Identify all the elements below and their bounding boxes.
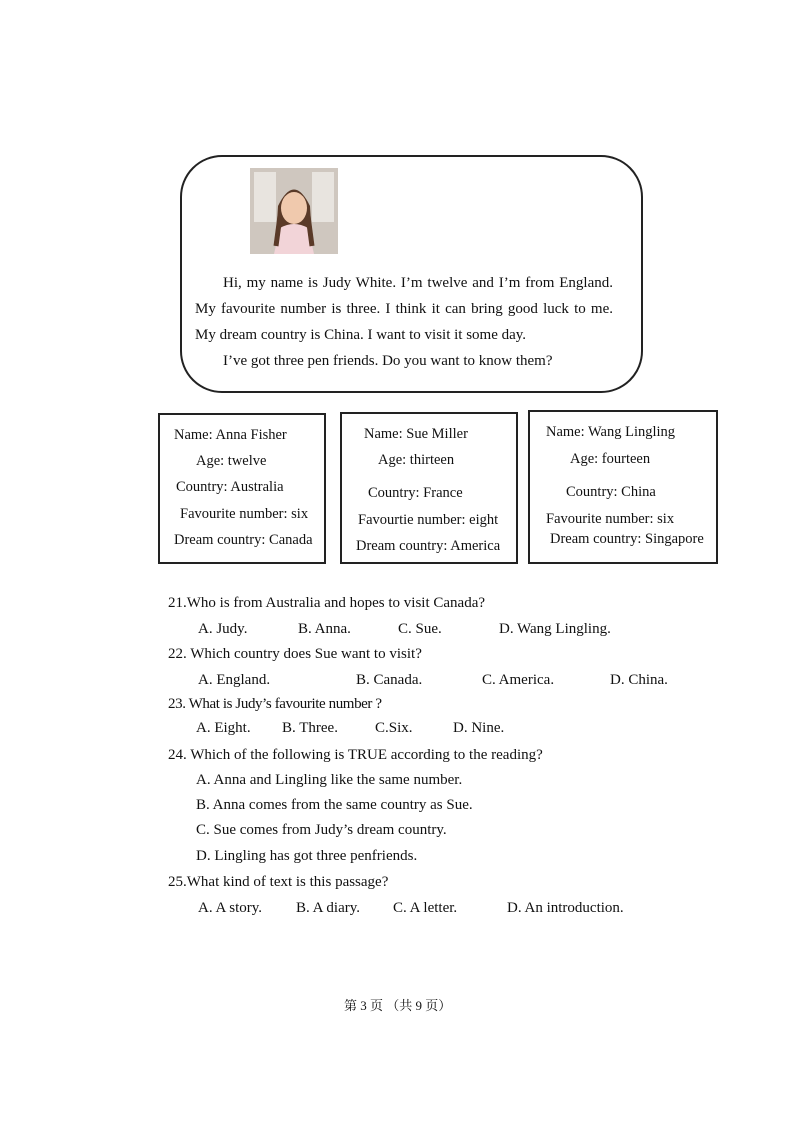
card-number: Favourite number: six (180, 506, 309, 522)
question-25: 25.What kind of text is this passage? (168, 874, 389, 890)
option[interactable]: B. Three. (282, 720, 338, 736)
option[interactable]: D. China. (610, 672, 668, 688)
card-number: Favourite number: six (546, 511, 675, 527)
question-22: 22. Which country does Sue want to visit? (168, 646, 422, 662)
intro-paragraph-2: I’ve got three pen friends. Do you want to know them? (223, 353, 553, 369)
option[interactable]: B. A diary. (296, 900, 361, 916)
option[interactable]: B. Anna comes from the same country as Sue. (196, 797, 473, 813)
option[interactable]: A. England. (198, 672, 271, 688)
option[interactable]: A. Judy. (198, 621, 248, 637)
card-country: Country: Australia (176, 479, 284, 495)
question-21: 21.Who is from Australia and hopes to visit Canada? (168, 595, 486, 611)
pen-friend-card-sue (340, 412, 518, 564)
card-dream: Dream country: Singapore (550, 531, 704, 547)
pen-friend-card-lingling (528, 410, 718, 564)
option[interactable]: A. A story. (198, 900, 263, 916)
girl-photo (250, 168, 338, 254)
card-country: Country: France (368, 485, 463, 501)
option[interactable]: D. Lingling has got three penfriends. (196, 848, 418, 864)
card-name: Name: Sue Miller (364, 426, 468, 442)
option[interactable]: D. An introduction. (507, 900, 624, 916)
card-name: Name: Wang Lingling (546, 424, 676, 440)
card-country: Country: China (566, 484, 656, 500)
page-footer: 第 3 页 （共 9 页） (344, 998, 452, 1013)
option[interactable]: D. Wang Lingling. (499, 621, 611, 637)
card-number: Favourtie number: eight (358, 512, 499, 528)
option[interactable]: C. Sue comes from Judy’s dream country. (196, 822, 447, 838)
card-dream: Dream country: America (356, 538, 501, 554)
card-name: Name: Anna Fisher (174, 427, 287, 443)
card-age: Age: thirteen (378, 452, 455, 468)
card-age: Age: fourteen (570, 451, 651, 467)
question-23: 23. What is Judy’s favourite number ? (168, 696, 382, 712)
option[interactable]: B. Canada. (356, 672, 423, 688)
option[interactable]: B. Anna. (298, 621, 351, 637)
option[interactable]: C.Six. (375, 720, 413, 736)
option[interactable]: D. Nine. (453, 720, 505, 736)
option[interactable]: C. Sue. (398, 621, 442, 637)
option[interactable]: A. Eight. (196, 720, 251, 736)
card-dream: Dream country: Canada (174, 532, 313, 548)
option[interactable]: A. Anna and Lingling like the same number. (196, 772, 463, 788)
pen-friend-card-anna (158, 413, 326, 564)
card-age: Age: twelve (196, 453, 267, 469)
intro-paragraph-1: Hi, my name is Judy White. I’m twelve and I’m from England. My favourite number is three. I think it can bring good luck to me. My dream country is China. I want to visit it some day. (195, 275, 613, 343)
question-24: 24. Which of the following is TRUE according to the reading? (168, 747, 543, 763)
option[interactable]: C. A letter. (393, 900, 458, 916)
option[interactable]: C. America. (482, 672, 555, 688)
